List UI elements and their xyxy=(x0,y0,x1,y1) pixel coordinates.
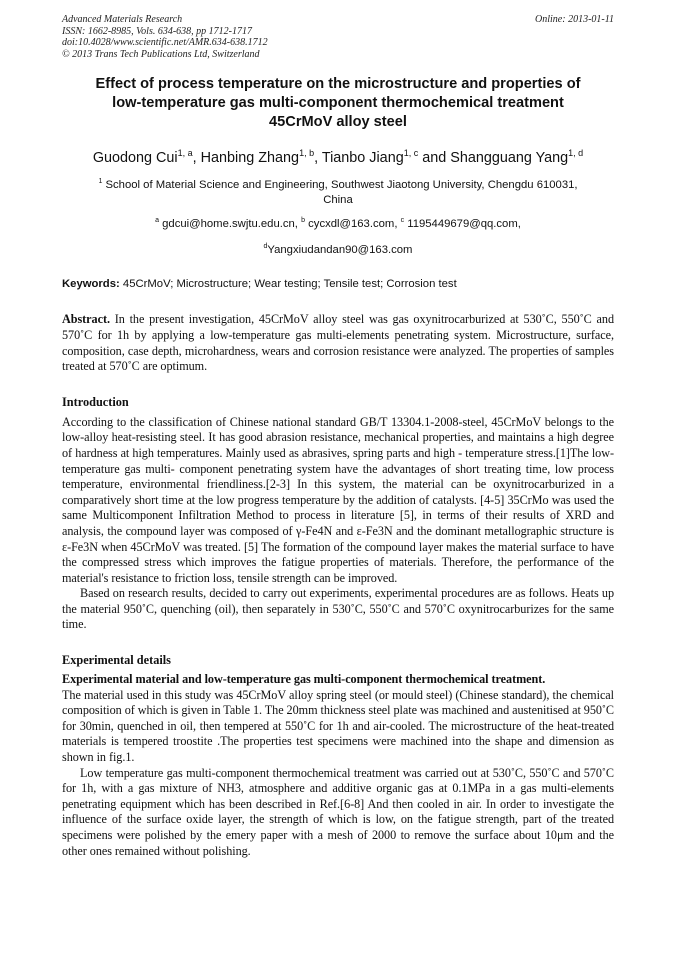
email-link[interactable]: 1195449679@qq.com, xyxy=(407,218,521,231)
doi-line: doi:10.4028/www.scientific.net/AMR.634-638.1712 xyxy=(62,37,268,49)
author-name: Shangguang Yang xyxy=(450,150,569,167)
email-mark: d xyxy=(263,242,268,250)
author-emails xyxy=(62,214,614,257)
intro-paragraph: Based on research results, decided to carry out experiments, experimental procedures are as follows. Heats up the material 950˚C, quenching (oil), then separately in 530˚C, 550˚C and 570˚C oxynitrocarburizes for the same time. xyxy=(62,586,614,632)
author-separator: and xyxy=(418,150,451,167)
email-link[interactable]: cycxdl@163.com, xyxy=(308,218,398,231)
author-name: Hanbing Zhang xyxy=(200,150,300,167)
online-date: Online: 2013-01-11 xyxy=(535,14,614,25)
email-mark: c xyxy=(400,217,405,225)
keywords-text: 45CrMoV; Microstructure; Wear testing; Tensile test; Corrosion test xyxy=(122,278,457,291)
abstract-label: Abstract. xyxy=(62,312,110,327)
experimental-paragraph: Low temperature gas multi-component thermochemical treatment was carried out at 530˚C, 550˚C and 570˚C for 1h, with a gas mixture of NH3, atmosphere and additive organic gas at 0.1MPa in a gas multi-elements penetrating equipment which has been described in Ref.[6-8] And then cooled in air. In order to investigate the influence of the surface oxide layer, the strength of which is low, on the fatigue strength, part of the treated specimens were polished by the emery paper with a mesh of 2000 to remove the surface about 10μm and the other ones remained without polishing. xyxy=(62,765,614,858)
title-line: low-temperature gas multi-component thermochemical treatment xyxy=(112,95,564,112)
abstract-text: In the present investigation, 45CrMoV alloy steel was gas oxynitrocarburized at 530˚C, 550˚C and 570˚C for 1h by applying a low-temperature gas multi-elements penetrating system. Microstructure, surface, composition, case depth, microhardness, wears and corrosion resistance were analyzed. The properties of samples treated at 570˚C are optimum. xyxy=(62,312,614,374)
email-mark: b xyxy=(301,217,305,225)
keywords-label: Keywords: xyxy=(62,278,120,291)
section-heading-introduction: Introduction xyxy=(62,394,129,409)
paper-title xyxy=(62,75,614,132)
affiliation-country: China xyxy=(323,193,353,206)
affiliation-mark: 1 xyxy=(98,178,103,186)
author-list xyxy=(62,144,614,167)
intro-paragraph: According to the classification of Chinese national standard GB/T 13304.1-2008-steel, 45CrMoV belongs to the low-alloy heat-resisting steel. It has good abrasion resistance, mechanical properties, and maintains a high degree of hardness at high temperatures. Mainly used as abrasives, spring parts and high - temperature stress.[1]The low-temperature gas multi- component penetrating system have the advantages of short treating time, low process temperature, environmental friendliness.[2-3] In this system, the material can be oxynitrocarburized in a comparatively short time at the low progress temperature by the addition of catalysts. [4-5] 35CrMo was used the same Multicomponent Infiltration Method to process in literature [5], in terms of their results of XRD and analysis, the compound layer was composed of γ-Fe4N and ε-Fe3N and the dominant metallographic structure is ε-Fe3N when 45CrMoV was treated. [5] The formation of the compound layer makes the material surface to have the compressed stress which improves the fatigue properties of materials. Therefore, the performance of the material's resistance to friction loss, tensile strength can be improved. xyxy=(62,414,614,585)
affiliation-text: School of Material Science and Engineering, Southwest Jiaotong University, Chengdu 610031, xyxy=(105,179,578,192)
subsection-heading: Experimental material and low-temperature gas multi-component thermochemical treatment. xyxy=(62,672,546,687)
journal-name: Advanced Materials Research xyxy=(62,14,183,25)
affiliation xyxy=(62,175,614,207)
email-link[interactable]: gdcui@home.swjtu.edu.cn, xyxy=(162,218,298,231)
paper-page xyxy=(62,14,614,859)
author-affil-mark: 1, c xyxy=(403,148,419,159)
author-name: Tianbo Jiang xyxy=(321,150,404,167)
author-affil-mark: 1, a xyxy=(177,148,193,159)
author-name: Guodong Cui xyxy=(92,150,178,167)
author-affil-mark: 1, b xyxy=(299,148,315,159)
abstract xyxy=(62,312,614,374)
journal-header xyxy=(62,14,614,60)
keywords xyxy=(62,277,614,291)
section-heading-experimental: Experimental details xyxy=(62,653,171,668)
title-line: 45CrMoV alloy steel xyxy=(269,114,407,131)
experimental-paragraph: The material used in this study was 45CrMoV alloy spring steel (or mould steel) (Chinese standard), the chemical composition of which is given in Table 1. The 20mm thickness steel plate was machined and austenitised at 950˚C for 30min, quenched in oil, then tempered at 550˚C for 1h and air-cooled. The microstructure of the heat-treated materials is tempered troostite .The properties test specimens were machined into the shape and dimension as shown in fig.1. xyxy=(62,687,614,765)
copyright-line: © 2013 Trans Tech Publications Ltd, Switzerland xyxy=(62,48,260,60)
author-affil-mark: 1, d xyxy=(568,148,584,159)
author-separator: , xyxy=(314,150,322,167)
title-line: Effect of process temperature on the microstructure and properties of xyxy=(95,76,581,93)
issn-line: ISSN: 1662-8985, Vols. 634-638, pp 1712-1717 xyxy=(62,25,252,37)
author-separator: , xyxy=(192,150,201,167)
email-mark: a xyxy=(155,217,159,225)
email-link[interactable]: Yangxiudandan90@163.com xyxy=(267,243,413,256)
